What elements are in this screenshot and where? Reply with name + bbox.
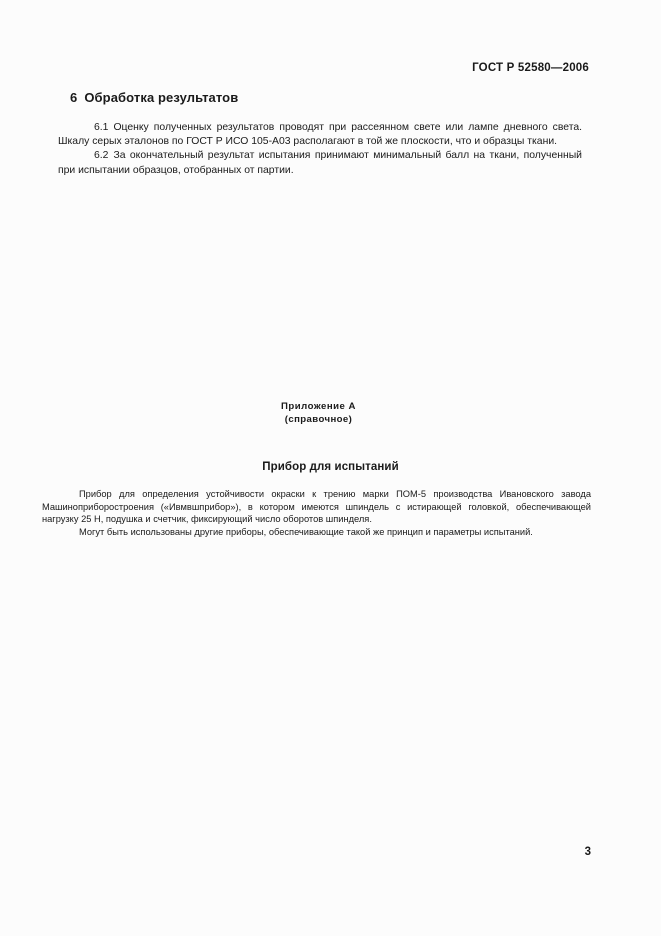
clause-6-1-text: Оценку полученных результатов проводят при рассеянном свете или лампе дневного света. Шкалу серых эталонов по ГОСТ Р ИСО 105-А03 располагают в той же плоскости, что и образцы ткани.	[58, 122, 582, 148]
section-body	[58, 121, 582, 178]
section-number: 6	[70, 90, 78, 105]
clause-6-1	[58, 121, 582, 149]
appendix-body	[42, 488, 591, 538]
appendix-paragraph-2: Могут быть использованы другие приборы, обеспечивающие такой же принцип и параметры испытаний.	[79, 526, 533, 537]
appendix-title: Прибор для испытаний	[262, 461, 399, 473]
running-header-standard-number: ГОСТ Р 52580—2006	[472, 62, 589, 74]
appendix-paragraph-1: Прибор для определения устойчивости окраски к трению марки ПОМ-5 производства Ивановского завода Машиноприборостроения («Ивмвшприбор»), в котором имеются шпиндель с истирающей головкой, обеспечивающей нагрузку 25 Н, подушка и счетчик, фиксирующий число оборотов шпинделя.	[42, 489, 591, 525]
clause-6-2	[58, 149, 582, 177]
appendix-caption-sublabel: (справочное)	[284, 414, 353, 425]
page-number: 3	[584, 846, 591, 858]
section-title: Обработка результатов	[84, 90, 239, 105]
clause-6-2-text: За окончательный результат испытания принимают минимальный балл на ткани, полученный при испытании образцов, отобранных от партии.	[58, 150, 582, 176]
appendix-caption-label: Приложение А	[281, 401, 356, 412]
clause-6-1-number: 6.1	[94, 122, 109, 133]
clause-6-2-number: 6.2	[94, 150, 109, 162]
appendix-caption	[0, 400, 637, 426]
section-heading	[70, 90, 238, 105]
